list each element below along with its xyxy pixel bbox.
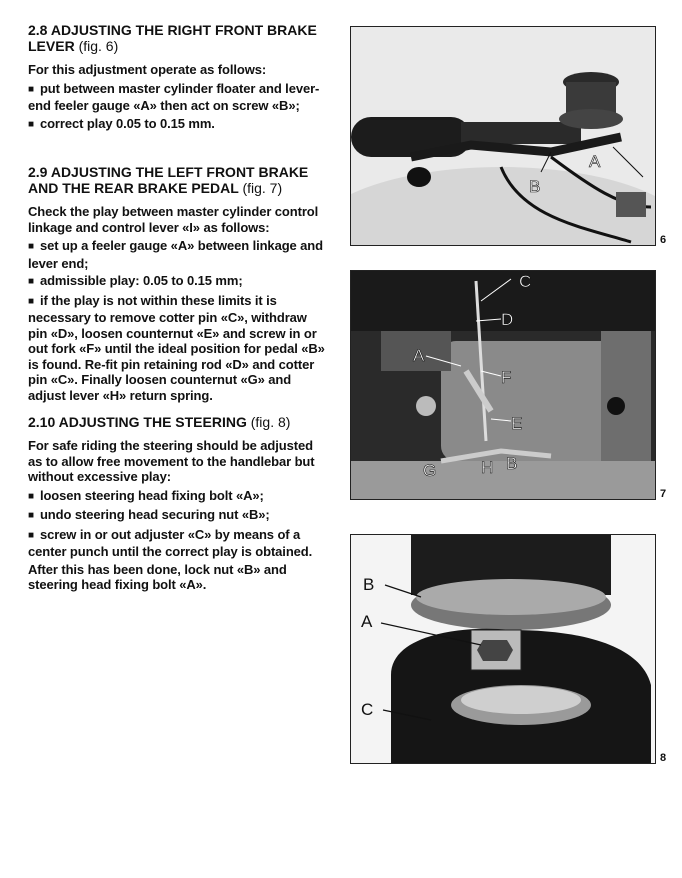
steering-head-illustration (351, 535, 655, 763)
callout-label: A (589, 152, 601, 171)
callout-label: F (501, 368, 512, 387)
figure-7-photo (350, 270, 656, 500)
rear-brake-pedal-illustration (351, 271, 655, 499)
bullet-item: ■ if the play is not within these limits it is necessary to remove cotter pin «C», withdraw pin «D», loosen counternut «E» and screw in or out fork «F» until the ideal position for pedal «B» is found. Re-fit pin retaining rod «D» and cotter pin «C». Finally loosen counternut «G» and adjust lever «H» return spring. (28, 293, 328, 404)
bullet-item: ■ set up a feeler gauge «A» between linkage and lever end; (28, 238, 328, 271)
section-intro: Check the play between master cylinder control linkage and control lever «I» as follows: (28, 204, 319, 235)
figure-number: 8 (660, 752, 667, 764)
figure-number: 7 (660, 488, 667, 500)
callout-label: G (423, 461, 437, 480)
callout-label: A (413, 346, 425, 365)
brake-lever-illustration (351, 27, 655, 245)
callout-label: B (529, 177, 541, 196)
figure-number: 6 (660, 234, 667, 246)
figure-reference: (fig. 6) (78, 38, 119, 54)
bullet-item: ■ screw in or out adjuster «C» by means of a center punch until the correct play is obtained. (28, 527, 328, 560)
section-title-text: 2.8 ADJUSTING THE RIGHT FRONT BRAKE LEVER (28, 22, 317, 54)
section-2-10 (28, 414, 328, 593)
callout-label: B (506, 454, 518, 473)
section-title-text: 2.9 ADJUSTING THE LEFT FRONT BRAKE AND THE REAR BRAKE PEDAL (28, 164, 309, 196)
callout-label: D (501, 310, 514, 329)
callout-label: B (363, 575, 375, 594)
figure-8-photo (350, 534, 656, 764)
section-title (28, 414, 328, 430)
section-title (28, 164, 328, 196)
figure-6-photo (350, 26, 656, 246)
bullet-item: ■ loosen steering head fixing bolt «A»; (28, 488, 328, 506)
bullet-item: ■ admissible play: 0.05 to 0.15 mm; (28, 273, 328, 291)
callout-label: A (361, 612, 373, 631)
callout-label: C (361, 700, 374, 719)
callout-label: E (511, 414, 523, 433)
section-title-text: 2.10 ADJUSTING THE STEERING (28, 414, 247, 430)
section-2-9 (28, 164, 328, 403)
section-2-8 (28, 22, 328, 133)
section-intro: For safe riding the steering should be adjusted as to allow free movement to the handlebar but without excessive play: (28, 438, 315, 484)
bullet-item: ■ put between master cylinder floater and lever-end feeler gauge «A» then act on screw «B»; (28, 81, 328, 114)
callout-label: H (481, 458, 494, 477)
bullet-item: ■ correct play 0.05 to 0.15 mm. (28, 116, 328, 134)
section-outro: After this has been done, lock nut «B» and steering head fixing bolt «A». (28, 561, 287, 592)
section-intro: For this adjustment operate as follows: (28, 62, 267, 77)
bullet-item: ■ undo steering head securing nut «B»; (28, 507, 328, 525)
section-title (28, 22, 328, 54)
figure-reference: (fig. 7) (242, 180, 283, 196)
callout-label: C (519, 272, 532, 291)
figure-reference: (fig. 8) (250, 414, 291, 430)
